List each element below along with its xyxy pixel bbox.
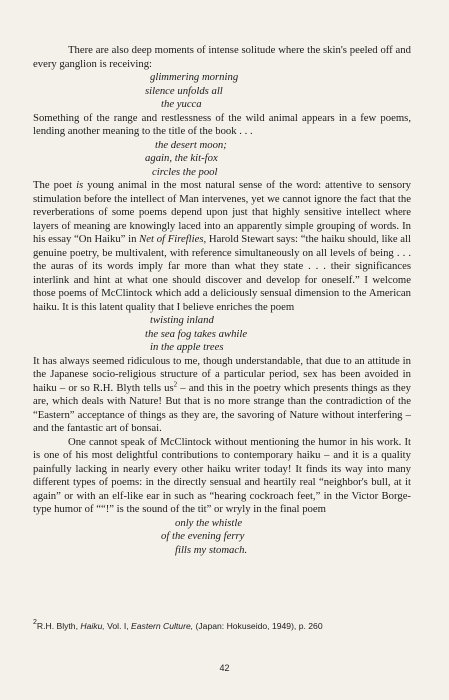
- emphasis: is: [76, 179, 84, 191]
- text-run: The poet: [33, 179, 77, 191]
- paragraph-wild-animal: Something of the range and restlessness of the wild animal appears in a few poems, lending another meaning to the title of the book . . .: [33, 111, 411, 137]
- paragraph-humor: One cannot speak of McClintock without mentioning the humor in his work. It is one of his most delightful contributions to contemporary haiku – and it is a quality painfully lacking in nearly every other haiku writer today! It finds its way into many different types of poems: in the directly sensual and heartily real “neighbor's bull, at it again” or with an elf-like ear in such as “hearing cockroach feet,” in the Victor Borge-type humor of ““!” is the sound of the tit” or wryly in the final poem: [33, 435, 411, 515]
- paragraph-solitude: There are also deep moments of intense solitude where the skin's peeled off and every ganglion is receiving:: [33, 44, 411, 70]
- poem-line: fills my stomach.: [175, 543, 248, 556]
- poem-glimmering-morning: [33, 71, 411, 112]
- poem-twisting-inland: [33, 314, 411, 355]
- footnote-author: R.H. Blyth,: [36, 621, 81, 631]
- poem-line: of the evening ferry: [161, 530, 245, 542]
- footnote-marker: 2: [33, 619, 37, 626]
- page-number: 42: [219, 663, 230, 673]
- text-run: young animal in the most natural sense of the word: attentive to sensory stimulation before the intellect of Man intervenes, yet we cannot ignore the fact that the reverberations of some poems depend upon just that highly sensitive intellect where layers of meaning are knowingly laced into an apparently simple grouping of words. In his essay “On Haiku” in: [33, 179, 411, 245]
- footnote-ref: 2: [173, 379, 178, 388]
- poem-line: silence unfolds all: [145, 84, 223, 97]
- book-title: Net of Fireflies,: [139, 233, 207, 245]
- poem-desert-moon: [33, 139, 411, 180]
- footnote-title: Haiku,: [80, 621, 105, 631]
- poem-line: in the apple trees: [150, 341, 224, 353]
- text-run: – and this in the poetry which presents things as they are, which deals with Nature! But that is no more strange than the contradiction of the “Eastern” acceptance of things as they are, the savoring of Nature without interfering – and the fantastic art of bonsai.: [33, 381, 411, 434]
- poem-line: twisting inland: [150, 314, 214, 326]
- text-run: It has always seemed ridiculous to me, though understandable, that due to an attitude in the Japanese socio-religious structure of a particular period, sex has been avoided in haiku – or so R.H. Blyth tells us: [33, 354, 411, 394]
- poem-line: circles the pool: [152, 165, 218, 178]
- poem-line: the yucca: [161, 98, 202, 110]
- footnote-volume: Vol. I,: [104, 621, 132, 631]
- poem-line: the desert moon;: [155, 138, 227, 151]
- poem-line: only the whistle: [175, 516, 243, 529]
- poem-only-the-whistle: [33, 517, 411, 558]
- footnote-publisher: (Japan: Hokuseido, 1949), p. 260: [193, 621, 323, 631]
- poem-line: again, the kit-fox: [145, 152, 218, 164]
- footnote: [33, 621, 411, 632]
- footnote-subtitle: Eastern Culture,: [131, 621, 194, 631]
- text-run: Harold Stewart says: “the haiku should, like all genuine poetry, be multivalent, with reference simultaneously on all levels of being . . . the auras of its words imply far more than what they state . . . their significances interlink and hint at what one should discover and develop for oneself.” I welcome those poems of McClintock which add a deliciously sensual dimension to the American haiku. It is this latent quality that I believe enriches the poem: [33, 233, 411, 313]
- poem-line: glimmering morning: [150, 71, 239, 83]
- poem-line: the sea fog takes awhile: [145, 327, 248, 340]
- paragraph-young-animal: [33, 179, 411, 314]
- paragraph-sex-in-haiku: [33, 355, 411, 436]
